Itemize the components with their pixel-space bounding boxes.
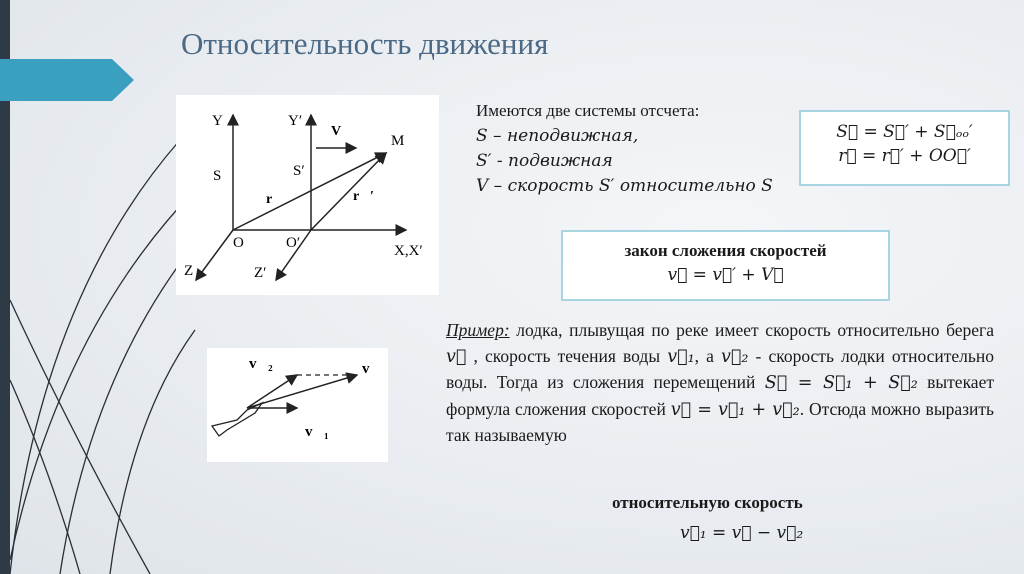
title-marker [0,59,134,101]
example-eq-s: S⃗ = S⃗₁ + S⃗₂ [764,373,918,393]
example-text-1: лодка, плывущая по реке имеет скорость относительно берега [509,320,994,340]
boat-label-v1: v⃗₁ [305,424,329,440]
intro-line-3: S′ - подвижная [476,151,613,171]
label-O-prime: O′ [286,235,301,251]
intro-line-1: Имеются две системы отсчета: [476,101,700,120]
example-text-3: , а [694,345,721,366]
example-paragraph [446,318,994,449]
relative-velocity-title: относительную скорость [612,493,803,512]
boat-label-v: v⃗ [362,361,382,377]
label-Z-prime: Z′ [254,265,267,281]
label-S-prime: S′ [293,163,305,179]
example-text-4: - скорость лодки относительно воды. Тогда из сложения перемещений [446,345,995,392]
example-text-6: . Отсюда можно выразить так называемую [446,398,995,445]
page-title: Относительность движения [181,26,549,61]
label-XX: X,X′ [394,243,423,259]
intro-line-4: V – скорость S′ относительно S [476,176,773,196]
label-S: S [213,168,222,184]
label-O: O [233,235,244,251]
radius-formula: r⃗ = r⃗′ + OO⃗′ [838,146,971,166]
example-v: v⃗ [446,346,467,367]
example-v1: v⃗₁ [667,346,695,367]
displacement-formula-box [799,110,1010,186]
coordinate-systems-figure [176,95,439,295]
label-r-prime: r⃗′ [353,189,375,204]
displacement-formula: S⃗ = S⃗′ + S⃗ₒₒ′ [836,122,973,142]
example-eq-v: v⃗ = v⃗₁ + v⃗₂ [670,399,800,420]
label-V: V⃗ [331,124,352,139]
example-label: Пример: [446,320,510,340]
example-v2: v⃗₂ [721,346,749,367]
label-Y: Y [212,113,223,129]
velocity-law-box [561,230,890,301]
label-M: M [391,133,405,149]
example-text-2: , скорость течения воды [466,345,668,366]
intro-line-2: S – неподвижная, [476,126,639,146]
label-Z: Z [184,263,194,279]
velocity-law-title: закон сложения скоростей [624,241,827,260]
boat-label-v2: v⃗₂ [249,356,273,372]
example-text-5: вытекает формула сложения скоростей [446,372,994,419]
label-r: r⃗ [266,192,284,207]
label-Y-prime: Y′ [288,113,303,129]
relative-velocity-formula: v⃗₁ = v⃗ − v⃗₂ [680,523,804,543]
velocity-law-formula: v⃗ = v⃗′ + V⃗ [667,265,784,285]
boat-velocity-figure [207,348,388,462]
